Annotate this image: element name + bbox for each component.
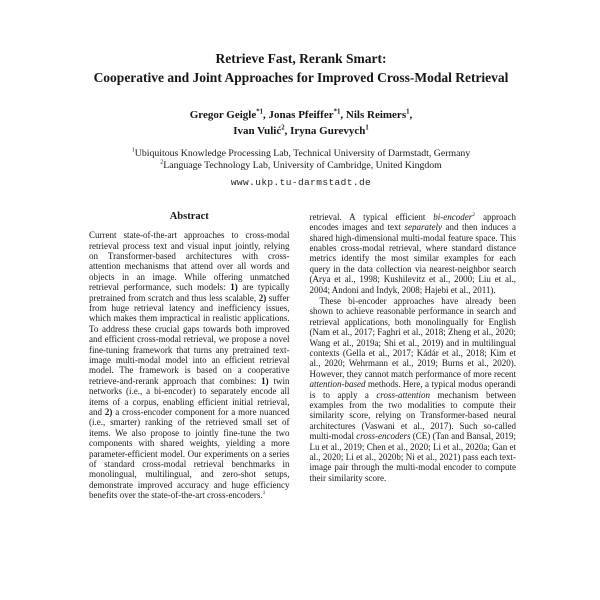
paper-url-link[interactable]: www.ukp.tu-darmstadt.de	[230, 176, 372, 188]
two-column-body	[86, 212, 516, 501]
abstract-text: Current state-of-the-art approaches to cross-modal retrieval process text and visual input jointly, relying on Transformer-based architectures with cross-attention mechanisms that attend over all words and objects in an image. While offering unmatched retrieval performance, such models: 1) are typically pretrained from scratch and thus less scalable, 2) suffer from huge retrieval latency and inefficiency issues, which makes them impractical in realistic applications. To address these crucial gaps towards both improved and efficient cross-modal retrieval, we propose a novel fine-tuning framework that turns any pretrained text-image multi-modal model into an efficient retrieval model. The framework is based on a cooperative retrieve-and-rerank approach that combines: 1) twin networks (i.e., a bi-encoder) to separately encode all items of a corpus, enabling efficient initial retrieval, and 2) a cross-encoder component for a more nuanced (i.e., smarter) ranking of the retrieved small set of items. We also propose to jointly fine-tune the two components with shared weights, yielding a more parameter-efficient model. Our experiments on a series of standard cross-modal retrieval benchmarks in monolingual, multilingual, and zero-shot setups, demonstrate improved accuracy and huge efficiency benefits over the state-of-the-art cross-encoders.$^1$	[89, 230, 290, 501]
paper-title	[86, 50, 516, 88]
body-paragraph-2: These bi-encoder approaches have already been shown to achieve reasonable performance in search and retrieval applications, both monolingually for English (Nam et al., 2017; Faghri et al., 2018; Zheng et al., 2020; Wang et al., 2019a; Shi et al., 2019) and in multilingual contexts (Gella et al., 2017; Kádár et al., 2018; Kim et al., 2020; Wehrmann et al., 2019; Burns et al., 2020). However, they cannot match performance of more recent attention-based methods. Here, a typical modus operandi is to apply a cross-attention mechanism between examples from the two modalities to compute their similarity score, relying on Transformer-based neural architectures (Vaswani et al., 2017). Such so-called multi-modal cross-encoders (CE) (Tan and Bansal, 2019; Lu et al., 2019; Chen et al., 2020; Li et al., 2020a; Gan et al., 2020; Li et al., 2020b; Ni et al., 2021) pass each text-image pair through the multi-modal encoder to compute their similarity score.	[309, 295, 516, 483]
title-line-1: Retrieve Fast, Rerank Smart:	[215, 51, 387, 66]
affiliation-block	[86, 148, 516, 173]
column-left	[86, 212, 293, 501]
author-block	[86, 108, 516, 140]
affiliation-line-1: $^1$Ubiquitous Knowledge Processing Lab, Technical University of Darmstadt, Germany	[131, 147, 471, 159]
authors-line-1: Gregor Geigle$^{*1}$, Jonas Pfeiffer$^{*1}$, Nils Reimers$^1$,	[189, 108, 413, 121]
affiliation-line-2: $^2$Language Technology Lab, University of Cambridge, United Kingdom	[160, 159, 442, 172]
abstract-heading: Abstract	[169, 210, 209, 222]
body-paragraph-1: retrieval. A typical efficient bi-encoder$^2$ approach encodes images and text separately and then induces a shared high-dimensional multi-modal feature space. This enables cross-modal retrieval, where standard distance metrics identify the most similar examples for each query in the data collection via nearest-neighbor search (Arya et al., 1998; Kushilevitz et al., 2000; Liu et al., 2004; Andoni and Indyk, 2008; Hajebi et al., 2011).	[309, 211, 516, 295]
authors-line-2: Ivan Vulić$^2$, Iryna Gurevych$^1$	[233, 124, 369, 137]
title-line-2: Cooperative and Joint Approaches for Improved Cross-Modal Retrieval	[93, 69, 509, 85]
column-right	[310, 212, 517, 484]
